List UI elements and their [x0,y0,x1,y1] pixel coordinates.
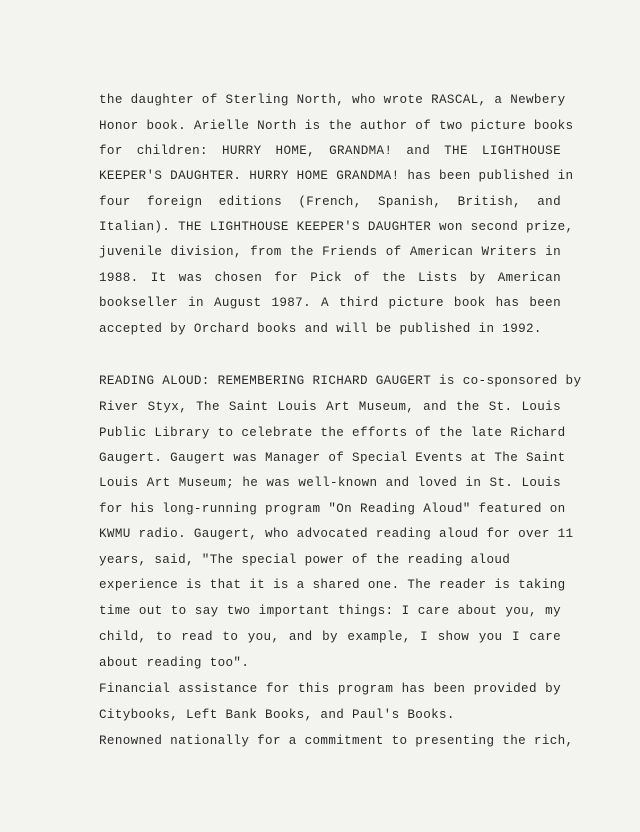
text-line: four foreign editions (French, Spanish, British, and [99,195,561,209]
text-line: Louis Art Museum; he was well-known and loved in St. Louis [99,476,561,490]
text-line: Italian). THE LIGHTHOUSE KEEPER'S DAUGHTER won second prize, [99,220,574,234]
text-line: the daughter of Sterling North, who wrote RASCAL, a Newbery [99,93,566,107]
text-line: KEEPER'S DAUGHTER. HURRY HOME GRANDMA! has been published in [99,169,574,183]
text-line: 1988. It was chosen for Pick of the Lists by American [99,271,561,285]
text-line: about reading too". [99,656,250,670]
text-line: Citybooks, Left Bank Books, and Paul's Books. [99,708,455,722]
text-line: time out to say two important things: I care about you, my [99,604,561,618]
text-line: Public Library to celebrate the efforts of the late Richard [99,426,566,440]
text-line: for his long-running program "On Reading Aloud" featured on [99,502,566,516]
text-line: bookseller in August 1987. A third picture book has been [99,296,561,310]
text-line: Honor book. Arielle North is the author of two picture books [99,119,574,133]
text-line: River Styx, The Saint Louis Art Museum, and the St. Louis [99,400,561,414]
text-line: child, to read to you, and by example, I show you I care [99,630,561,644]
text-line: accepted by Orchard books and will be published in 1992. [99,322,542,336]
text-line: Renowned nationally for a commitment to presenting the rich, [99,734,574,748]
text-line: Gaugert. Gaugert was Manager of Special Events at The Saint [99,451,566,465]
text-line: READING ALOUD: REMEMBERING RICHARD GAUGERT is co-sponsored by [99,374,582,388]
text-line: KWMU radio. Gaugert, who advocated reading aloud for over 11 [99,527,574,541]
text-line: for children: HURRY HOME, GRANDMA! and THE LIGHTHOUSE [99,144,561,158]
text-line: experience is that it is a shared one. The reader is taking [99,578,566,592]
text-line: Financial assistance for this program has been provided by [99,682,561,696]
text-line: juvenile division, from the Friends of American Writers in [99,245,561,259]
text-line: years, said, "The special power of the reading aloud [99,553,511,567]
